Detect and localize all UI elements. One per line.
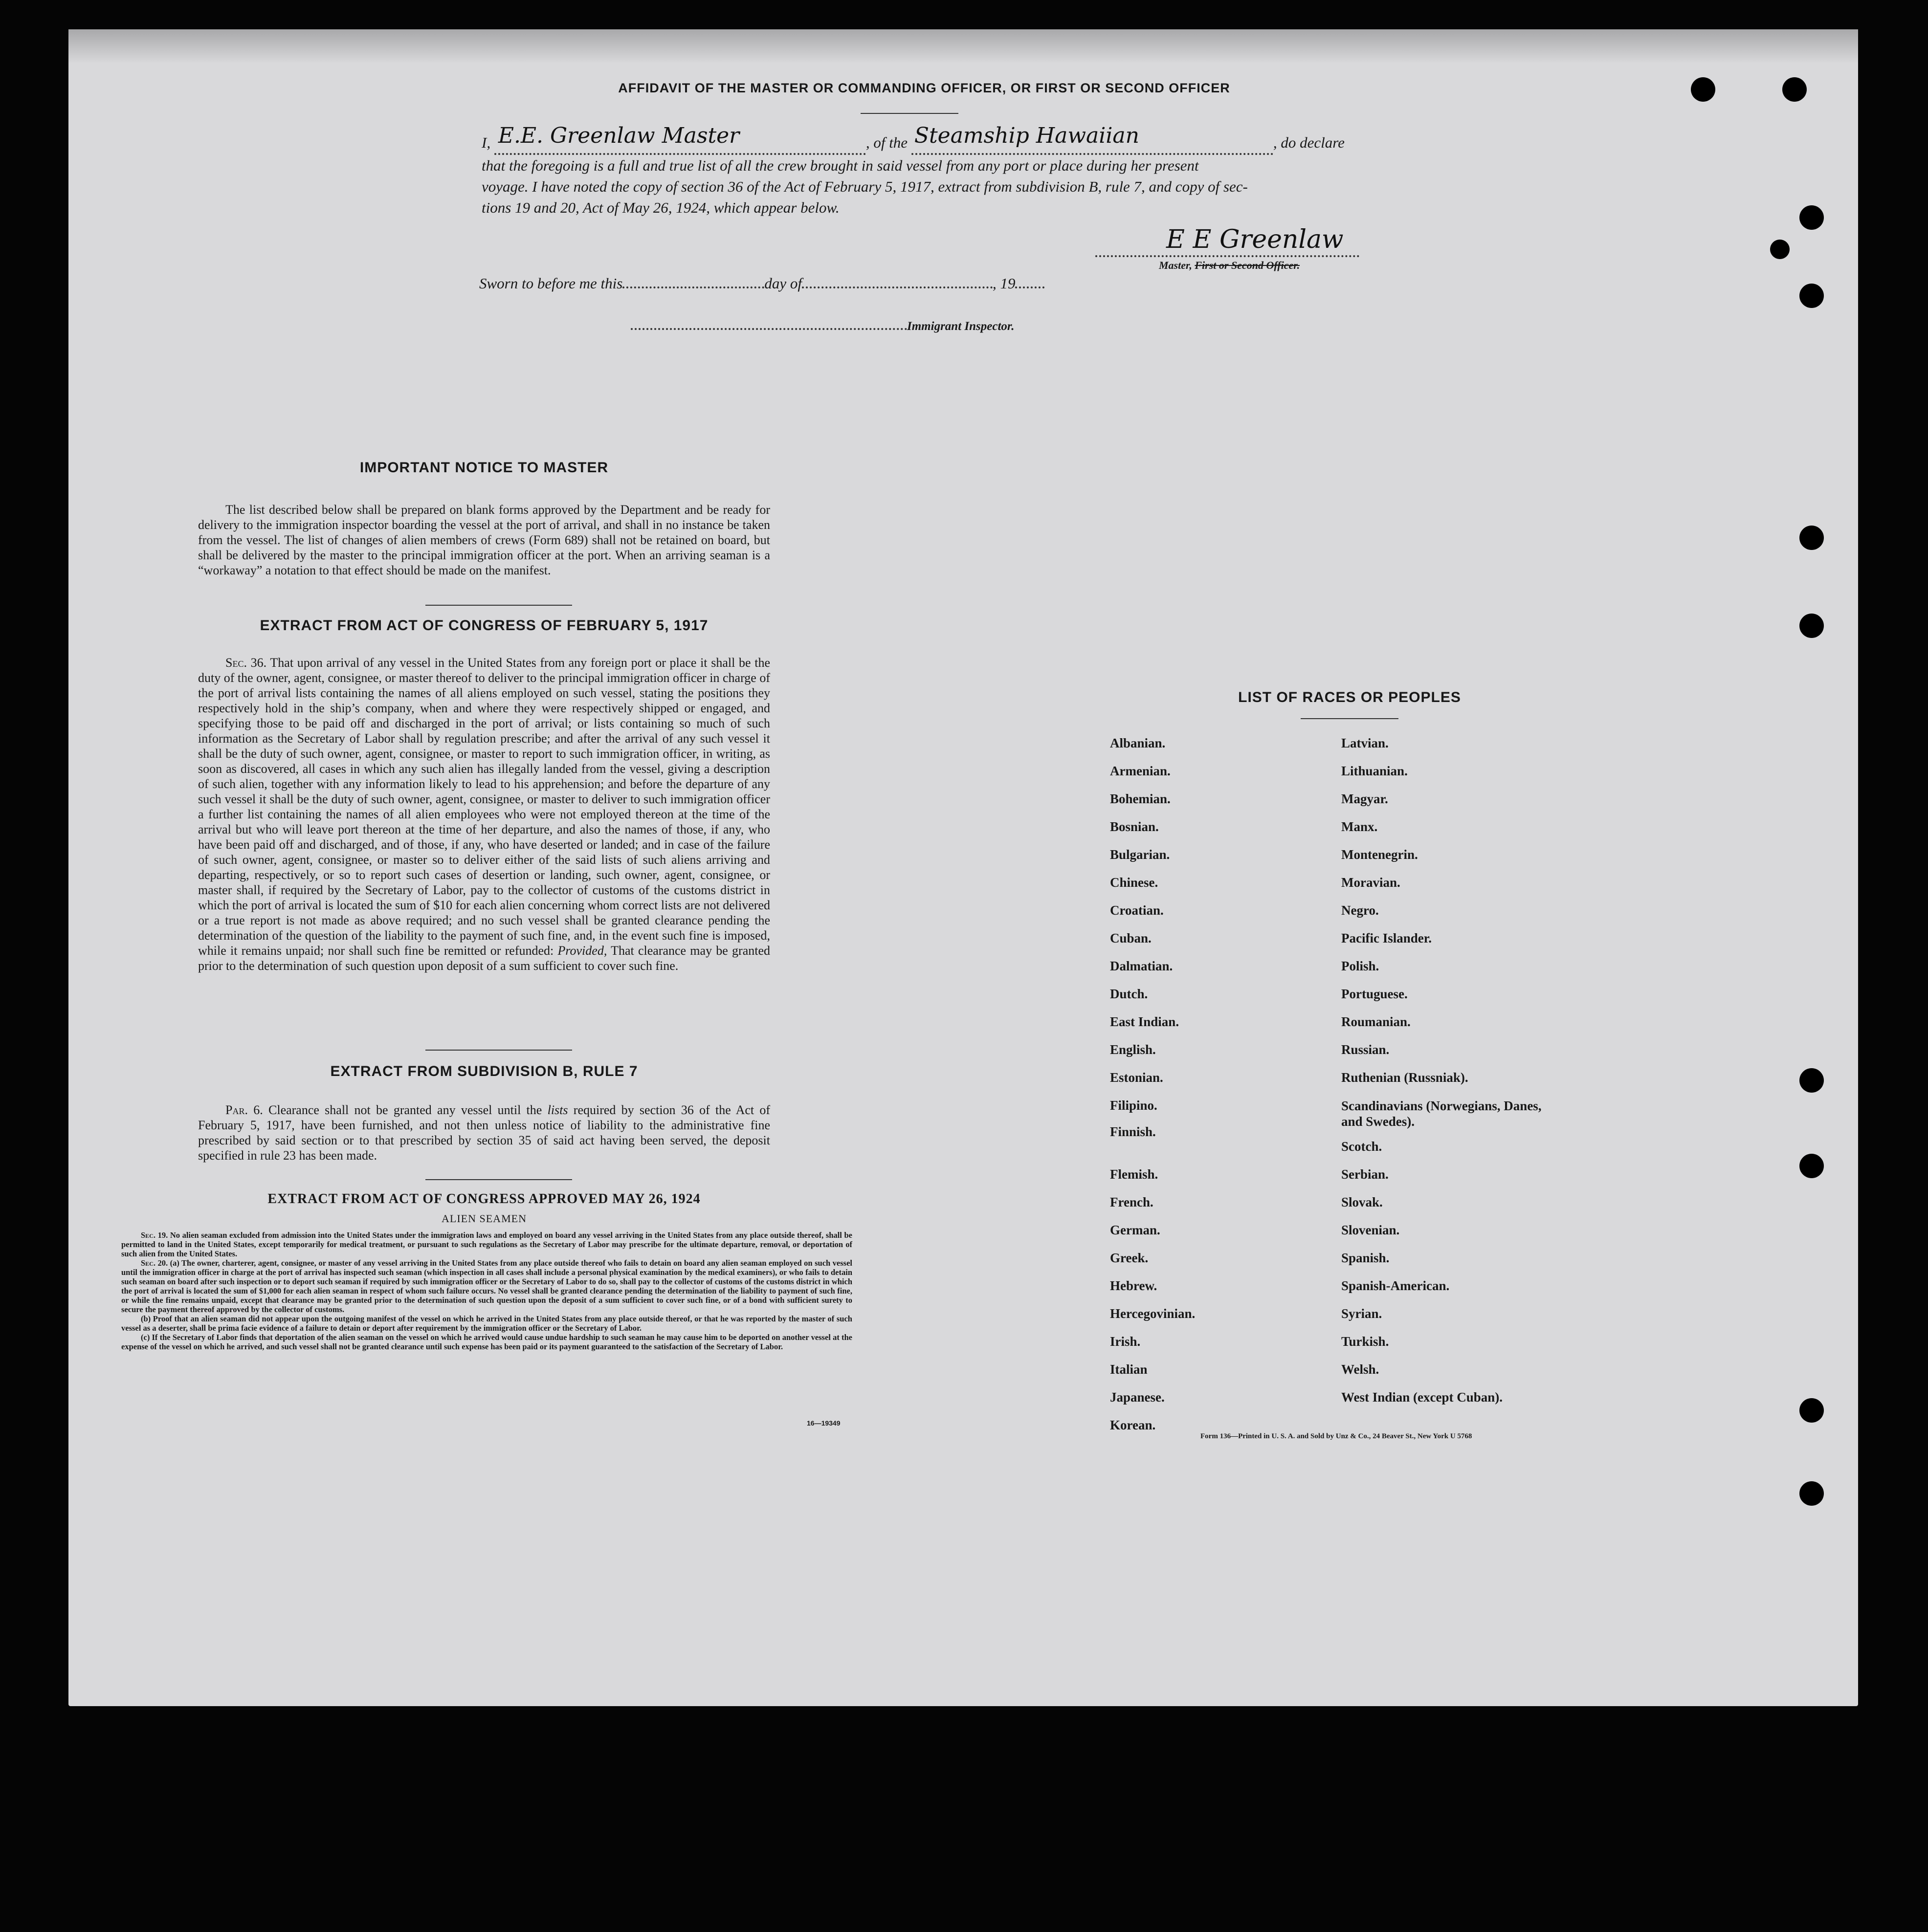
race-item: Korean. — [1110, 1418, 1156, 1432]
race-item: Armenian. — [1110, 764, 1171, 778]
declaration-prefix: I, — [482, 134, 491, 151]
act-1917-body — [198, 655, 770, 973]
race-item: Scotch. — [1341, 1139, 1382, 1154]
declaration-line-3: voyage. I have noted the copy of section 36 of the Act of February 5, 1917, extract from subdivision B, rule 7, and copy of sec- — [482, 178, 1248, 195]
punch-hole — [1691, 77, 1715, 102]
race-item: Irish. — [1110, 1334, 1141, 1349]
race-item: Ruthenian (Russniak). — [1341, 1070, 1468, 1085]
race-item: Japanese. — [1110, 1390, 1165, 1405]
race-item: Flemish. — [1110, 1167, 1158, 1182]
race-item: Spanish-American. — [1341, 1278, 1450, 1293]
sec19-text: No alien seaman excluded from admission into the United States under the immigration laws and employed on board any vessel arriving in the United States from any place outside thereof, shall be permitted to land in the United States, except temporarily for medical treatment, or pursuant to such regulations as the Secretary of Labor may prescribe for the ultimate departure, removal, or deportation of such alien from the United States. — [121, 1230, 852, 1258]
race-item: Roumanian. — [1341, 1014, 1411, 1029]
race-item: East Indian. — [1110, 1014, 1179, 1029]
sec36-text: That upon arrival of any vessel in the United States from any foreign port or place it shall be the duty of the owner, agent, consignee, or master thereof to deliver to the principal immigration officer in charge of the port of arrival lists containing the names of all aliens employed on such vessel, stating the positions they respectively hold in the ship’s company, when and where they were respectively shipped or engaged, and specifying those to be paid off and discharged in the port of arrival; or lists containing so much of such information as the Secretary of Labor shall by regulation prescribe; and after the arrival of any such vessel it shall be the duty of such owner, agent, consignee, or master to report to such immigration officer, in writing, as soon as discovered, all cases in which any such alien has illegally landed from the vessel, giving a description of such alien, together with any information likely to lead to his apprehension; and before the departure of any such vessel it shall be the duty of such owner, agent, consignee, or master to deliver to such immigration officer a further list containing the names of all alien employees who were not employed thereon at the time of the arrival but who will leave port thereon at the time of her departure, and also the names of those, if any, who have been paid off and discharged, and of those, if any, who have deserted or landed; and in case of the failure of such owner, agent, consignee, or master so to deliver either of the said lists of such aliens arriving and departing, respectively, or so to report such cases of desertion or landing, such owner, agent, consignee, or master shall, if required by the Secretary of Labor, pay to the collector of customs of the customs district in which the port of arrival is located the sum of $10 for each alien concerning whom correct lists are not delivered or a true report is not made as above required; and no such vessel shall be granted clearance pending the determination of the question of the liability to the payment of such fine, and, in the event such fine is imposed, while it remains unpaid; nor shall such fine be remitted or refunded: — [198, 656, 771, 958]
race-item: Polish. — [1341, 959, 1379, 973]
master-name-handwriting: E.E. Greenlaw Master — [498, 123, 740, 148]
race-item: Slovak. — [1341, 1195, 1383, 1209]
race-item: Filipino. — [1110, 1098, 1157, 1113]
act-1924-subtitle: ALIEN SEAMEN — [442, 1212, 527, 1225]
sworn-day-label: day of — [764, 275, 802, 292]
sec20b-paragraph: (b) Proof that an alien seaman did not appear upon the outgoing manifest of the vessel on which he arrived in the United States from any place outside thereof, or that he was reported by the master of such vessel as a deserter, shall be prima facie evidence of a failure to detain or deport after requirement by the immigration officer or the Secretary of Labor. — [121, 1314, 852, 1333]
sec20c-paragraph: (c) If the Secretary of Labor finds that deportation of the alien seaman on the vessel on which he arrived would cause undue hardship to such seaman he may cause him to be deported on another vessel at the expense of the vessel on which he arrived, and such vessel shall not be granted clearance until such expense has been paid or its payment guaranteed to the satisfaction of the Secretary of Labor. — [121, 1333, 852, 1351]
race-item: Scandinavians (Norwegians, Danes, and Swedes). — [1341, 1098, 1542, 1129]
divider — [1301, 718, 1398, 719]
caption-struck-officer: First or Second Officer. — [1195, 259, 1300, 271]
punch-hole — [1782, 77, 1807, 102]
punch-hole — [1799, 1398, 1824, 1423]
race-item: Magyar. — [1341, 791, 1388, 806]
act-1917-title: EXTRACT FROM ACT OF CONGRESS OF FEBRUARY 5, 1917 — [260, 617, 709, 634]
notice-paragraph: The list described below shall be prepared on blank forms approved by the Department and be ready for delivery to the immigration inspector boarding the vessel at the port of arrival, and shall in no instance be taken from the vessel. The list of changes of alien members of crews (Form 689) shall not be retained on board, but shall be delivered by the master to the principal immigration officer at the port. When an arriving seaman is a “workaway” a notation to that effect should be made on the manifest. — [198, 503, 770, 577]
sec19-paragraph — [121, 1230, 852, 1258]
sec20a-text: (a) The owner, charterer, agent, consignee, or master of any vessel arriving in the United States from any place outside thereof who fails to detain on board any alien seaman employed on such vessel until the immigration officer in charge at the port of arrival has inspected such seaman (which inspection in all cases shall include a personal physical examination by the medical examiners), or who fails to detain such seaman on board after such inspection or to deport such seaman if required by such immigration officer or the Secretary of Labor to do so, shall pay to the collector of customs of the customs district in which the port of arrival is located the sum of $1,000 for each alien seaman in respect of whom such failure occurs. No vessel shall be granted clearance pending the determination of the liability to payment of such fine, or while the fine remains unpaid, except that clearance may be granted prior to the determination of such question upon the deposit of a sum sufficient to cover such fine, or of a bond with sufficient surety to secure the payment thereof approved by the collector of customs. — [121, 1258, 853, 1314]
sec20a-paragraph — [121, 1258, 852, 1314]
punch-hole — [1799, 526, 1824, 550]
race-item: Syrian. — [1341, 1306, 1382, 1321]
race-item: Moravian. — [1341, 875, 1400, 890]
race-item: Bohemian. — [1110, 791, 1171, 806]
race-item: Greek. — [1110, 1251, 1149, 1265]
sec36-paragraph — [198, 655, 770, 973]
rule7-paragraph — [198, 1102, 770, 1163]
divider — [425, 1179, 572, 1180]
race-item: Pacific Islander. — [1341, 931, 1432, 945]
notice-body — [198, 502, 770, 578]
declaration-suffix: , do declare — [1273, 134, 1345, 151]
race-item: Croatian. — [1110, 903, 1164, 918]
declaration-line-4: tions 19 and 20, Act of May 26, 1924, which appear below. — [482, 199, 840, 216]
race-item: Bulgarian. — [1110, 847, 1170, 862]
race-item: Chinese. — [1110, 875, 1158, 890]
act-1924-title: EXTRACT FROM ACT OF CONGRESS APPROVED MAY 26, 1924 — [267, 1191, 701, 1207]
vessel-name-handwriting: Steamship Hawaiian — [914, 123, 1140, 148]
rule7-title: EXTRACT FROM SUBDIVISION B, RULE 7 — [330, 1063, 638, 1079]
race-item: Manx. — [1341, 819, 1378, 834]
punch-hole — [1799, 1481, 1824, 1506]
race-item: Dutch. — [1110, 987, 1148, 1001]
race-item: Lithuanian. — [1341, 764, 1408, 778]
race-item: Turkish. — [1341, 1334, 1389, 1349]
punch-hole — [1799, 205, 1824, 230]
sworn-day-field — [622, 275, 764, 288]
sworn-year-field — [1015, 275, 1044, 288]
sec36-label: Sec. 36. — [225, 656, 267, 670]
affidavit-declaration — [482, 123, 1435, 218]
divider — [425, 605, 572, 606]
master-signature: E E Greenlaw — [1166, 225, 1344, 254]
declaration-mid: , of the — [865, 134, 908, 151]
race-item: Estonian. — [1110, 1070, 1163, 1085]
sworn-line — [479, 275, 1044, 292]
rule7-body — [198, 1102, 770, 1163]
rule7-text-before: Clearance shall not be granted any vessel until the — [268, 1103, 542, 1117]
signature-caption — [1159, 259, 1300, 272]
declaration-line-1 — [482, 123, 1435, 155]
inspector-signature-field — [631, 316, 907, 330]
master-name-field — [494, 123, 866, 155]
punch-hole — [1799, 1068, 1824, 1093]
declaration-line-2: that the foregoing is a full and true list of all the crew brought in said vessel from any port or place during her present — [482, 157, 1199, 174]
sworn-year-label: , 19 — [992, 275, 1016, 292]
par6-label: Par. 6. — [225, 1103, 263, 1117]
rule7-text-after: required by section 36 of the Act of February 5, 1917, have been furnished, and not then unless notice of liability to the administrative fine prescribed by said section or to that prescribed by section 35 of said act having been served, the deposit specified in rule 23 has been made. — [198, 1103, 771, 1163]
provided-text: That clearance may be granted prior to the determination of such question upon deposit of a sum sufficient to cover such fine. — [198, 944, 771, 973]
race-item: Albanian. — [1110, 736, 1166, 750]
race-item: Welsh. — [1341, 1362, 1379, 1377]
page-shadow-edge — [68, 29, 1858, 64]
race-item: English. — [1110, 1042, 1156, 1057]
inspector-label: Immigrant Inspector. — [907, 320, 1015, 333]
affidavit-title: AFFIDAVIT OF THE MASTER OR COMMANDING OFFICER, OR FIRST OR SECOND OFFICER — [618, 81, 1230, 95]
punch-hole — [1799, 1154, 1824, 1178]
race-item: Negro. — [1341, 903, 1379, 918]
provided-label: Provided, — [557, 944, 607, 958]
races-title: LIST OF RACES OR PEOPLES — [1238, 689, 1461, 705]
race-item: Hebrew. — [1110, 1278, 1157, 1293]
race-item: Hercegovinian. — [1110, 1306, 1196, 1321]
race-item: Dalmatian. — [1110, 959, 1173, 973]
punch-hole — [1799, 614, 1824, 638]
vessel-name-field — [911, 123, 1273, 155]
divider — [861, 113, 958, 114]
sec19-label: Sec. 19. — [141, 1230, 168, 1240]
race-item: Finnish. — [1110, 1124, 1156, 1139]
race-item: Bosnian. — [1110, 819, 1159, 834]
rule7-italic-word: lists — [547, 1103, 568, 1117]
print-code: 16—19349 — [807, 1419, 841, 1427]
race-item: West Indian (except Cuban). — [1341, 1390, 1503, 1405]
race-item: Portuguese. — [1341, 987, 1408, 1001]
race-item: Serbian. — [1341, 1167, 1389, 1182]
race-item: Cuban. — [1110, 931, 1152, 945]
inspector-line — [631, 316, 1015, 333]
race-item: German. — [1110, 1223, 1160, 1237]
race-item: Italian — [1110, 1362, 1148, 1377]
notice-title: IMPORTANT NOTICE TO MASTER — [359, 460, 609, 476]
race-item: Latvian. — [1341, 736, 1389, 750]
form-printer-line: Form 136—Printed in U. S. A. and Sold by Unz & Co., 24 Beaver St., New York U 5768 — [1200, 1432, 1472, 1440]
race-item: Spanish. — [1341, 1251, 1390, 1265]
sec20-label: Sec. 20. — [141, 1258, 168, 1268]
punch-hole — [1799, 284, 1824, 308]
sworn-month-field — [802, 275, 993, 288]
race-item: Montenegrin. — [1341, 847, 1418, 862]
act-1924-body — [121, 1230, 852, 1351]
divider — [425, 1050, 572, 1051]
punch-hole — [1770, 240, 1790, 259]
caption-master: Master, — [1159, 259, 1192, 271]
race-item: Slovenian. — [1341, 1223, 1400, 1237]
signature-line — [1095, 255, 1359, 257]
race-item: Russian. — [1341, 1042, 1390, 1057]
race-item: French. — [1110, 1195, 1153, 1209]
sworn-prefix: Sworn to before me this — [479, 275, 623, 292]
